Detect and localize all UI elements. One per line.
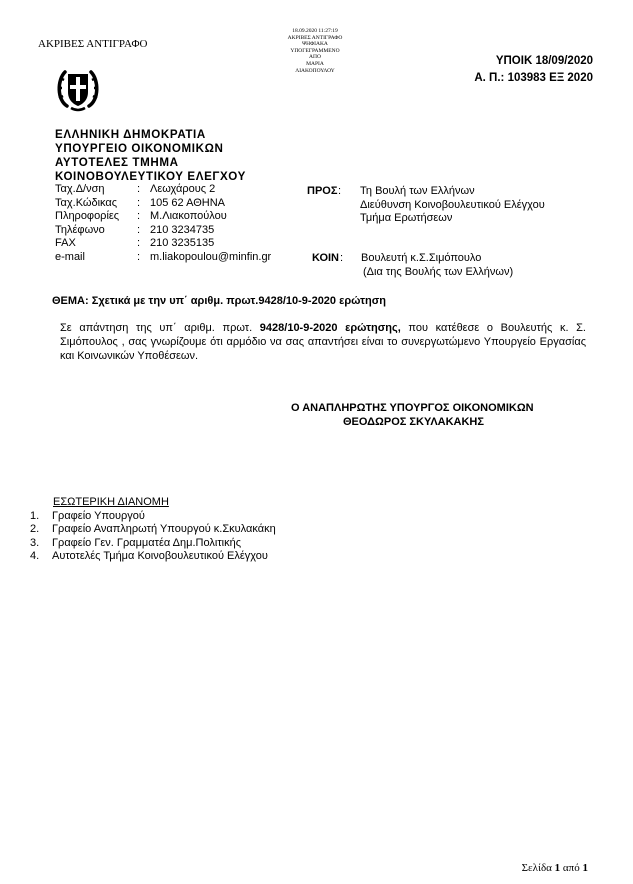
distribution-number: 4.	[30, 550, 40, 562]
recipient-line: Τμήμα Ερωτήσεων	[360, 212, 453, 224]
page-number	[522, 862, 588, 874]
distribution-number: 3.	[30, 537, 40, 549]
cc-label: ΚΟΙΝ	[312, 252, 339, 264]
signature-line: ΑΚΡΙΒΕΣ ΑΝΤΙΓΡΑΦΟ	[287, 34, 343, 41]
signatory-title: Ο ΑΝΑΠΛΗΡΩΤΗΣ ΥΠΟΥΡΓΟΣ ΟΙΚΟΝΟΜΙΚΩΝ	[291, 402, 534, 414]
body-text-part: Σε απάντηση της υπ΄ αριθμ. πρωτ.	[60, 322, 260, 334]
recipient-colon: :	[338, 185, 342, 197]
distribution-item: Γραφείο Γεν. Γραμματέα Δημ.Πολιτικής	[52, 537, 242, 549]
org-line: ΚΟΙΝΟΒΟΥΛΕΥΤΙΚΟΥ ΕΛΕΓΧΟΥ	[55, 170, 246, 183]
question-reference: 9428/10-9-2020 ερώτησης,	[259, 322, 401, 334]
distribution-title: ΕΣΩΤΕΡΙΚΗ ΔΙΑΝΟΜΗ	[53, 496, 169, 508]
signature-line: ΛΙΑΚΟΠΟΥΛΟΥ	[295, 67, 335, 74]
signature-line: ΑΠΟ	[309, 54, 321, 61]
contact-value: 105 62 ΑΘΗΝΑ	[150, 197, 225, 209]
distribution-item: Γραφείο Υπουργού	[52, 510, 145, 522]
recipient-line: Διεύθυνση Κοινοβουλευτικού Ελέγχου	[360, 199, 545, 211]
distribution-item: Γραφείο Αναπληρωτή Υπουργού κ.Σκυλακάκη	[52, 523, 276, 535]
contact-colon: :	[137, 224, 141, 236]
contact-label: Ταχ.Δ/νση	[55, 183, 105, 195]
cc-line: Βουλευτή κ.Σ.Σιμόπουλο	[361, 252, 482, 264]
contact-email[interactable]: m.liakopoulou@minfin.gr	[150, 251, 272, 263]
distribution-number: 2.	[30, 523, 40, 535]
contact-value: 210 3234735	[150, 224, 215, 236]
subject-line: ΘΕΜΑ: Σχετικά με την υπ΄ αριθμ. πρωτ.9428/10-9-2020 ερώτηση	[52, 295, 386, 307]
signature-timestamp: 18.09.2020 11:27:19	[292, 28, 338, 34]
contact-label: e-mail	[55, 251, 85, 263]
organization-header	[55, 128, 246, 184]
page-middle: από	[560, 862, 583, 874]
body-paragraph	[60, 321, 586, 363]
contact-colon: :	[137, 237, 141, 249]
page-current: 1	[554, 862, 561, 874]
contact-colon: :	[137, 197, 141, 209]
cc-line: (Δια της Βουλής των Ελλήνων)	[363, 266, 514, 278]
signature-line: ΨΗΦΙΑΚΑ	[302, 41, 328, 48]
contact-colon: :	[137, 251, 141, 263]
contact-label: Τηλέφωνο	[55, 224, 105, 236]
body-text-part: που κατέθεσε ο Βουλευτής κ. Σ. Σιμόπουλος , σας γνωρίζουμε ότι αρμόδιο να σας απαντήσει είναι το συνεργωτώμενο Υπουργείο Εργασίας και Κοινωνικών Υποθέσεων.	[60, 322, 586, 362]
signatory-name: ΘΕΟΔΩΡΟΣ ΣΚΥΛΑΚΑΚΗΣ	[343, 416, 484, 428]
contact-label: Πληροφορίες	[55, 210, 120, 222]
org-line: ΥΠΟΥΡΓΕΙΟ ΟΙΚΟΝΟΜΙΚΩΝ	[55, 142, 224, 155]
contact-value: Μ.Λιακοπούλου	[150, 210, 227, 222]
recipient-label: ΠΡΟΣ	[307, 185, 338, 197]
contact-colon: :	[137, 183, 141, 195]
digital-signature-block	[270, 28, 360, 74]
contact-label: Ταχ.Κώδικας	[55, 197, 118, 209]
greek-coat-of-arms-icon	[55, 64, 101, 114]
contact-colon: :	[137, 210, 141, 222]
contact-value: Λεωχάρους 2	[150, 183, 216, 195]
signature-line: ΜΑΡΙΑ	[306, 60, 324, 67]
protocol-number: Α. Π.: 103983 ΕΞ 2020	[474, 72, 593, 84]
org-line: ΕΛΛΗΝΙΚΗ ΔΗΜΟΚΡΑΤΙΑ	[55, 128, 206, 141]
copy-stamp: ΑΚΡΙΒΕΣ ΑΝΤΙΓΡΑΦΟ	[38, 38, 148, 50]
signature-line: ΥΠΟΓΕΓΡΑΜΜΕΝΟ	[290, 47, 340, 54]
cc-colon: :	[340, 252, 344, 264]
page-total: 1	[582, 862, 588, 874]
page-prefix: Σελίδα	[521, 862, 555, 874]
contact-value: 210 3235135	[150, 237, 215, 249]
recipient-line: Τη Βουλή των Ελλήνων	[360, 185, 475, 197]
reference-number: ΥΠΟΙΚ 18/09/2020	[495, 55, 593, 67]
contact-label: FAX	[55, 237, 76, 249]
org-line: ΑΥΤΟΤΕΛΕΣ ΤΜΗΜΑ	[55, 156, 179, 169]
distribution-number: 1.	[30, 510, 40, 522]
distribution-item: Αυτοτελές Τμήμα Κοινοβουλευτικού Ελέγχου	[52, 550, 268, 562]
